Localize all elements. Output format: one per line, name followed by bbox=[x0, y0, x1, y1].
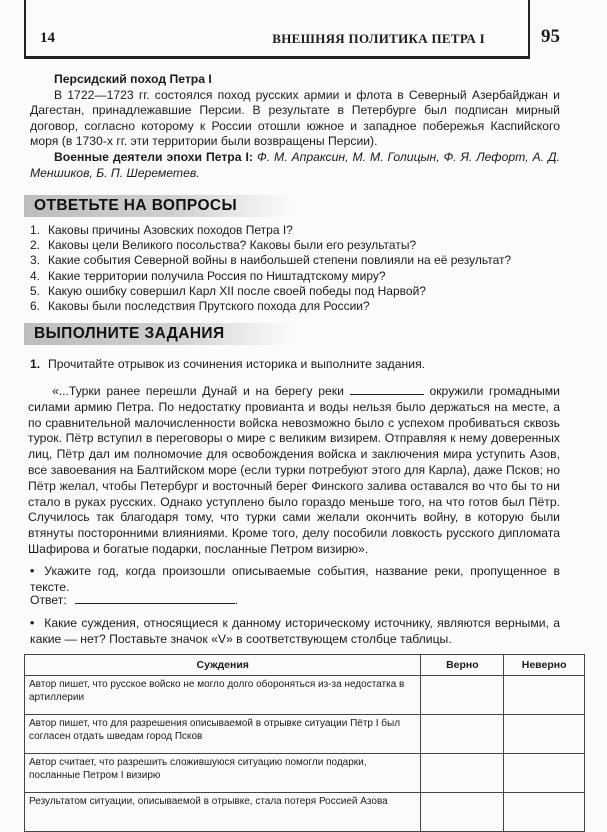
chapter-number: 14 bbox=[40, 30, 55, 46]
claims-table bbox=[24, 654, 585, 832]
question-number: 3. bbox=[30, 253, 41, 268]
tasks-banner bbox=[24, 323, 294, 345]
question-item bbox=[30, 284, 550, 299]
question-text: Какие события Северной войны в наибольшей степени повлияли на её результат? bbox=[48, 253, 512, 268]
question-number: 1. bbox=[30, 223, 41, 237]
chapter-title: ВНЕШНЯЯ ПОЛИТИКА ПЕТРА I bbox=[272, 31, 485, 46]
answer-label: Ответ: bbox=[30, 593, 67, 607]
true-checkbox-cell[interactable] bbox=[421, 793, 504, 832]
bullet-icon: • bbox=[30, 564, 35, 578]
military-names: Ф. М. Апраксин, М. М. Голицын, Ф. Я. Лефорт, А. Д. Меншиков, Б. П. Шереметев. bbox=[30, 149, 560, 180]
river-blank[interactable] bbox=[350, 384, 424, 395]
table-row bbox=[25, 676, 585, 715]
tasks-banner-label: ВЫПОЛНИТЕ ЗАДАНИЯ bbox=[34, 325, 225, 342]
header-true: Верно bbox=[421, 655, 504, 676]
question-text: Какие территории получила Россия по Ништадтскому миру? bbox=[48, 268, 386, 283]
claim-text: Автор пишет, что русское войско не могло долго обороняться из-за недостатка в артиллерии bbox=[25, 676, 421, 715]
bullet-task-2-text: Какие суждения, относящиеся к данному историческому источнику, являются верными, а какие — нет? Поставьте значок «V» в соответствующем столбце таблицы. bbox=[30, 616, 560, 646]
task-1-number: 1. bbox=[30, 357, 41, 371]
question-text: Каковы цели Великого посольства? Каковы были его результаты? bbox=[48, 238, 417, 253]
table-header-row bbox=[25, 655, 585, 676]
true-checkbox-cell[interactable] bbox=[421, 754, 504, 793]
false-checkbox-cell[interactable] bbox=[504, 754, 585, 793]
bullet-task-1 bbox=[30, 564, 560, 596]
questions-banner-label: ОТВЕТЬТЕ НА ВОПРОСЫ bbox=[34, 197, 238, 214]
true-checkbox-cell[interactable] bbox=[421, 715, 504, 754]
claim-text: Автор пишет, что для разрешения описываемой в отрывке ситуации Пётр I был согласен отдать шведам город Псков bbox=[25, 715, 421, 754]
question-text: Какую ошибку совершил Карл XII после своей победы под Нарвой? bbox=[48, 283, 426, 298]
question-item bbox=[30, 223, 550, 238]
bullet-icon: • bbox=[30, 616, 35, 630]
task-1-text: Прочитайте отрывок из сочинения историка и выполните задания. bbox=[48, 357, 426, 371]
question-text: Каковы причины Азовских походов Петра I? bbox=[48, 223, 293, 237]
false-checkbox-cell[interactable] bbox=[504, 793, 585, 832]
question-item bbox=[30, 238, 550, 253]
persian-section bbox=[30, 72, 560, 181]
header-claims: Суждения bbox=[25, 655, 421, 676]
claim-text: Результатом ситуации, описываемой в отрывке, стала потеря Россией Азова bbox=[25, 793, 421, 832]
page-frame-right bbox=[528, 0, 530, 56]
table-row bbox=[25, 754, 585, 793]
persian-heading: Персидский поход Петра I bbox=[54, 72, 212, 86]
question-item bbox=[30, 269, 550, 284]
military-leaders bbox=[30, 150, 560, 181]
table-row bbox=[25, 793, 585, 832]
question-item bbox=[30, 253, 550, 268]
bullet-task-2 bbox=[30, 616, 560, 648]
questions-list bbox=[30, 223, 550, 314]
bullet-task-1-text: Укажите год, когда произошли описываемые события, название реки, пропущенное в тексте. bbox=[30, 564, 560, 594]
task-1 bbox=[30, 357, 425, 371]
questions-banner bbox=[24, 195, 294, 217]
true-checkbox-cell[interactable] bbox=[421, 676, 504, 715]
header-rule bbox=[24, 56, 530, 59]
table-row bbox=[25, 715, 585, 754]
historian-quote bbox=[28, 384, 560, 558]
military-heading: Военные деятели эпохи Петра I: bbox=[54, 149, 253, 164]
question-number: 6. bbox=[30, 299, 41, 314]
claim-text: Автор считает, что разрешить сложившуюся ситуацию помогли подарки, посланные Петром I визирю bbox=[25, 754, 421, 793]
false-checkbox-cell[interactable] bbox=[504, 715, 585, 754]
quote-part-1: «...Турки ранее перешли Дунай и на берегу реки bbox=[52, 384, 344, 398]
question-text: Каковы были последствия Прутского похода для России? bbox=[48, 299, 370, 314]
page-number: 95 bbox=[541, 26, 560, 47]
question-number: 4. bbox=[30, 268, 41, 283]
page-frame-left bbox=[24, 0, 26, 56]
persian-text: В 1722—1723 гг. состоялся поход русских армии и флота в Северный Азербайджан и Дагестан, принадлежавшие Персии. В результате в Петербурге был подписан мирный договор, согласно которому к России отошли южное и западное побережья Каспийского моря (в 1730-х гг. эти территории были возвращены Персии). bbox=[30, 87, 560, 149]
header-false: Неверно bbox=[504, 655, 585, 676]
question-number: 5. bbox=[30, 283, 41, 298]
answer-line[interactable] bbox=[75, 593, 235, 604]
question-number: 2. bbox=[30, 238, 41, 253]
quote-part-2: окружили громадными силами армию Петра. По недостатку провианта и воды нельзя было держаться на месте, а по сравнительной малочисленности войска невозможно было с успехом пробиваться сквозь турок. Пётр вступил в переговоры о мире с великим визирем. Отправляя к нему доверенных лиц, Пётр дал им полномочие для освобождения войска и заключения мира уступить Азов, все завоевания на Балтийском море (если турки потребуют этого для Карла), даже Псков; но Пётр желал, чтобы Петербург и восточный берег Финского залива оставался во что бы то ни стало в руках русских. Однако уступлено было гораздо меньше того, на что готов был Пётр. Случилось так благодаря тому, что турки сами желали окончить войну, в которую были втянуты посторонними влияниями. Кроме того, делу пособили ловкость русского дипломата Шафирова и богатые подарки, посланные Петром визирю». bbox=[28, 384, 560, 556]
answer-row: Ответ: . bbox=[30, 593, 239, 607]
question-item bbox=[30, 299, 550, 314]
false-checkbox-cell[interactable] bbox=[504, 676, 585, 715]
